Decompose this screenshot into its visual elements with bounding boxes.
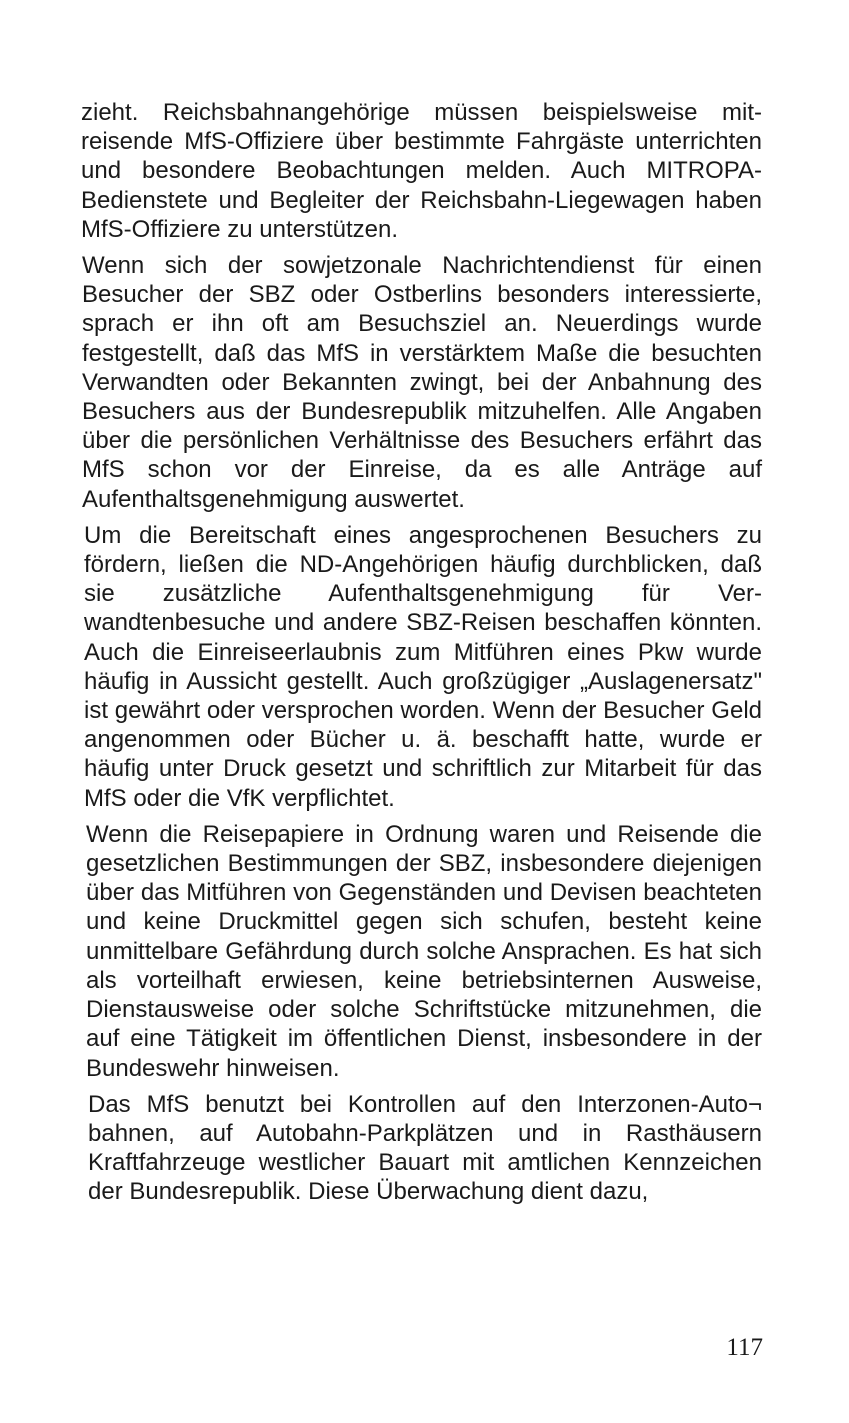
paragraph-4: Wenn die Reisepapiere in Ordnung waren und Reisende die gesetzlichen Bestimmungen der SBZ, insbesondere diejenigen über das Mitführen von Gegenständen und Devisen beachteten und keine Druckmittel gegen sich schufen, besteht keine unmittelbare Gefährdung durch solche Ansprachen. Es hat sich als vorteilhaft erwiesen, keine betriebsinternen Ausweise, Dienstausweise oder solche Schriftstücke mitzunehmen, die auf eine Tätigkeit im öffentlichen Dienst, insbesondere in der Bundeswehr hinweisen. (86, 820, 762, 1082)
paragraph-1: zieht. Reichsbahnangehörige müssen beispielsweise mitreisende MfS-Offiziere über bestimmte Fahrgäste unterrichten und besondere Beobachtungen melden. Auch MITROPA-Bedienstete und Begleiter der Reichsbahn-Liegewagen haben MfS-Offiziere zu unterstützen. (81, 99, 762, 243)
paragraph-2: Wenn sich der sowjetzonale Nachrichtendienst für einen Besucher der SBZ oder Ostberlins besonders interessierte, sprach er ihn oft am Besuchsziel an. Neuerdings wurde festgestellt, daß das MfS in verstärktem Maße die besuchten Verwandten oder Bekannten zwingt, bei der Anbahnung des Besuchers aus der Bundesrepublik mitzuhelfen. Alle Angaben über die persönlichen Verhältnisse des Besuchers erfährt das MfS schon vor der Einreise, da es alle Anträge auf Aufenthaltsgenehmigung auswertet. (82, 252, 762, 513)
body-text (82, 98, 762, 1214)
paragraph-5: Das MfS benutzt bei Kontrollen auf den Interzonen-Auto¬ bahnen, auf Autobahn-Parkplätzen und in Rasthäusern Kraftfahrzeuge westlicher Bauart mit amtlichen Kennzeichen der Bundesrepublik. Diese Überwachung dient dazu, (88, 1090, 762, 1206)
page-number: 117 (726, 1334, 763, 1361)
paragraph-3: Um die Bereitschaft eines angesprochenen Besuchers zu fördern, ließen die ND-Angehörigen häufig durchblicken, daß sie zusätzliche Aufenthaltsgenehmigung für Verwandtenbesuche und andere SBZ-Reisen beschaffen könnten. Auch die Einreiseerlaubnis zum Mitführen eines Pkw wurde häufig in Aussicht gestellt. Auch großzügiger „Auslagenersatz" ist gewährt oder versprochen worden. Wenn der Besucher Geld angenommen oder Bücher u. ä. beschafft hatte, wurde er häufig unter Druck gesetzt und schriftlich zur Mitarbeit für das MfS oder die VfK verpflichtet. (84, 521, 762, 812)
